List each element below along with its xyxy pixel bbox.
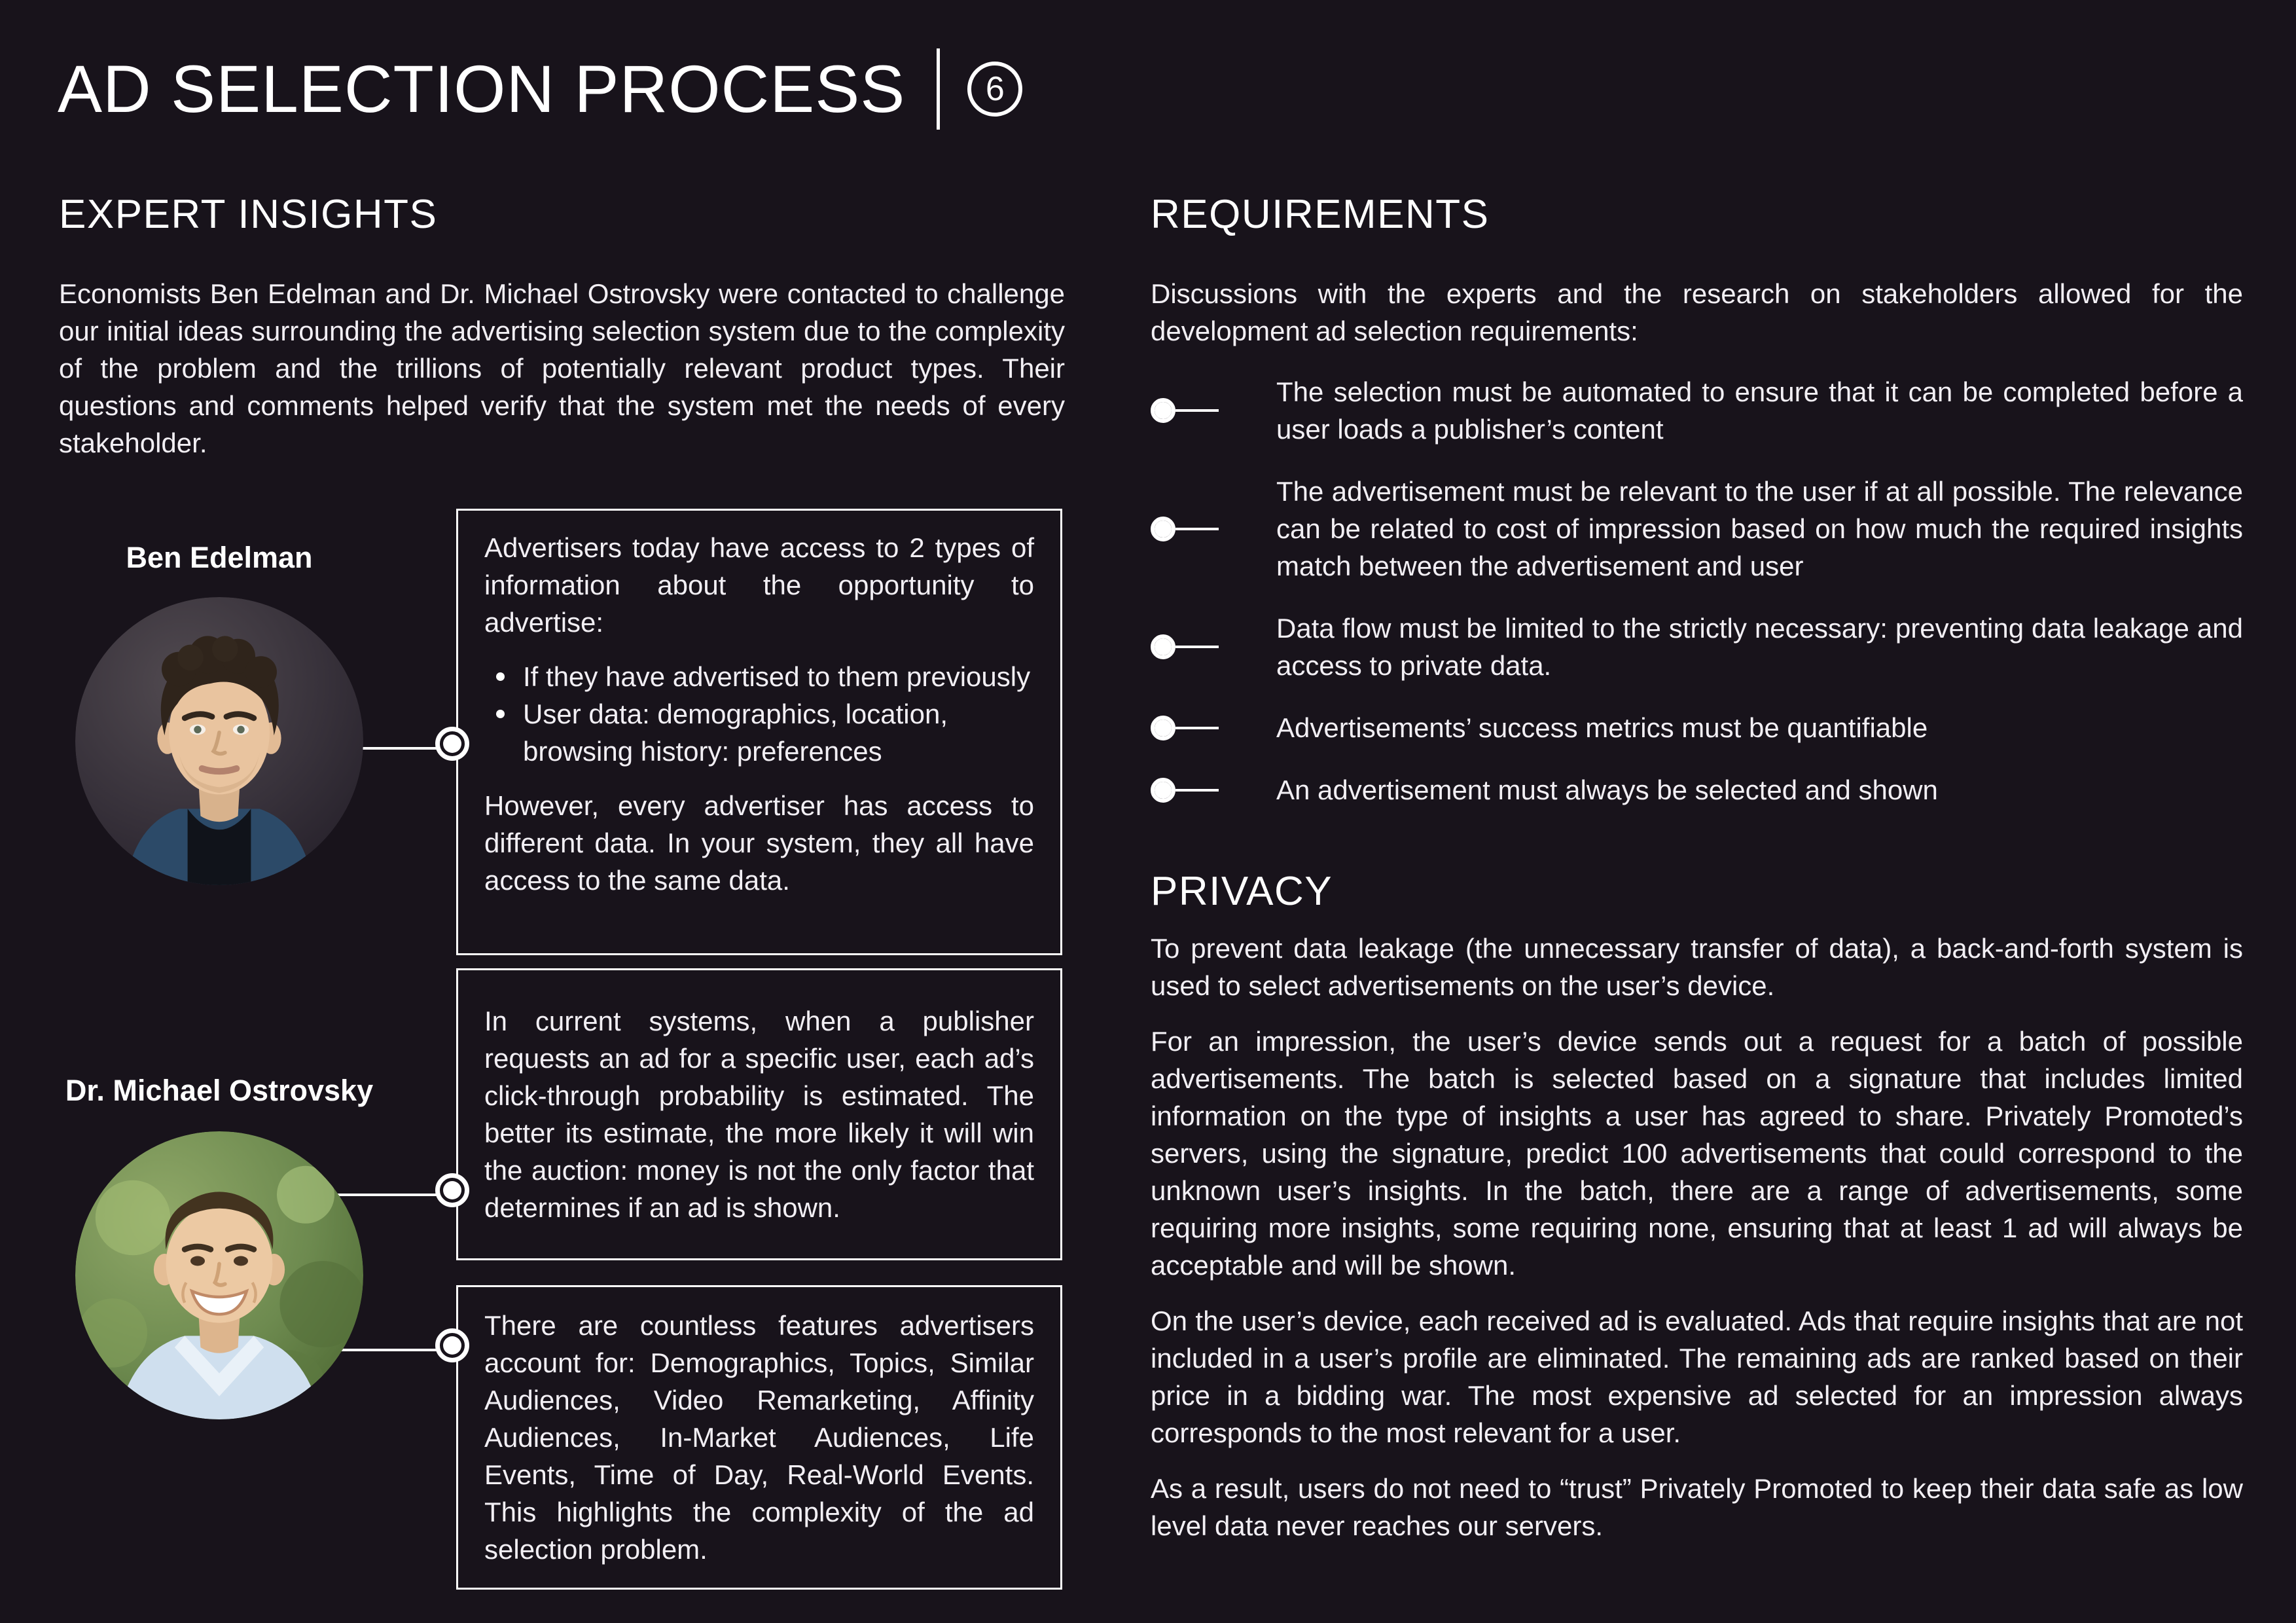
requirement-node-icon [1151, 398, 1276, 423]
requirement-text: Data flow must be limited to the strictly necessary: preventing data leakage and access to private data. [1276, 613, 2243, 681]
requirements-list [1151, 373, 2243, 833]
privacy-heading: PRIVACY [1151, 869, 1333, 914]
callout-intro: Advertisers today have access to 2 types of information about the opportunity to advertise: [484, 532, 1034, 638]
page-title: AD SELECTION PROCESS [58, 51, 906, 126]
callout-box-click-through [456, 968, 1062, 1260]
ring-icon [1151, 398, 1175, 423]
expert-name-ben-edelman: Ben Edelman [126, 541, 313, 574]
requirements-heading: REQUIREMENTS [1151, 192, 1490, 237]
expert-insights-heading: EXPERT INSIGHTS [59, 192, 438, 237]
requirement-node-icon [1151, 778, 1276, 803]
callout-text: There are countless features advertisers account for: Demographics, Topics, Similar Audiences, Video Remarketing, Affinity Audiences, In-Market Audiences, Life Events, Time of Day, Real-World Events. This highlights the complexity of the ad selection problem. [484, 1310, 1034, 1565]
list-item-text: If they have advertised to them previously [523, 661, 1031, 692]
michael-ostrovsky-photo [75, 1131, 363, 1419]
connector-node-icon [435, 727, 469, 761]
requirement-node-icon [1151, 716, 1276, 740]
privacy-paragraph: On the user’s device, each received ad is evaluated. Ads that require insights that are not included in a user’s profile are eliminated. The remaining ads are ranked based on their price in a bidding war. The most expensive ad selected for an impression always corresponds to the most relevant for a user. [1151, 1305, 2243, 1448]
list-item [491, 658, 1034, 695]
requirement-item [1151, 373, 2243, 448]
connector-node-icon [435, 1173, 469, 1207]
ring-icon [1151, 634, 1175, 659]
callout-box-advertiser-data [456, 509, 1062, 955]
connector-line [1175, 727, 1219, 729]
requirement-node-icon [1151, 517, 1276, 541]
list-item-text: User data: demographics, location, browsing history: preferences [523, 699, 948, 767]
ring-icon [1151, 517, 1175, 541]
privacy-paragraph: As a result, users do not need to “trust” Privately Promoted to keep their data safe as low level data never reaches our servers. [1151, 1473, 2243, 1541]
callout-outro: However, every advertiser has access to different data. In your system, they all have access to the same data. [484, 790, 1034, 896]
bullet-icon [496, 672, 505, 681]
connector-line [1175, 528, 1219, 530]
list-item [491, 695, 1034, 770]
page-number: 6 [985, 70, 1005, 108]
callout-bullet-list [491, 658, 1034, 770]
ring-icon [1151, 778, 1175, 803]
expert-name-michael-ostrovsky: Dr. Michael Ostrovsky [65, 1074, 374, 1107]
privacy-paragraph: For an impression, the user’s device sends out a request for a batch of possible advertisements. The batch is selected based on a signature that includes limited information on the type of insights a user has agreed to share. Privately Promoted’s servers, using the signature, predict 100 advertisements that could correspond to the unknown user’s insights. In the batch, there are a range of advertisements, some requiring more insights, some requiring none, ensuring that at least 1 ad will always be acceptable and will be shown. [1151, 1026, 2243, 1281]
michael-ostrovsky-portrait-illustration [75, 1131, 363, 1419]
callout-box-countless-features [456, 1285, 1062, 1590]
ben-edelman-photo [75, 597, 363, 885]
requirement-item [1151, 473, 2243, 585]
title-separator [937, 48, 940, 130]
connector-node-icon [435, 1328, 469, 1362]
requirement-text: Advertisements’ success metrics must be quantifiable [1276, 712, 1928, 743]
requirement-text: The advertisement must be relevant to the user if at all possible. The relevance can be related to cost of impression based on how much the required insights match between the advertisement and user [1276, 476, 2243, 581]
ring-icon [1151, 716, 1175, 740]
requirement-item [1151, 709, 2243, 746]
connector-line [1175, 789, 1219, 792]
privacy-paragraph: To prevent data leakage (the unnecessary transfer of data), a back-and-forth system is used to select advertisements on the user’s device. [1151, 933, 2243, 1001]
requirement-text: The selection must be automated to ensure that it can be completed before a user loads a publisher’s content [1276, 376, 2243, 445]
page-number-badge [967, 62, 1022, 117]
requirement-node-icon [1151, 634, 1276, 659]
requirement-item [1151, 610, 2243, 684]
expert-insights-intro: Economists Ben Edelman and Dr. Michael Ostrovsky were contacted to challenge our initial ideas surrounding the advertising selection system due to the complexity of the problem and the trillions of potentially relevant product types. Their questions and comments helped verify that the system met the needs of every stakeholder. [59, 278, 1065, 458]
requirement-item [1151, 771, 2243, 809]
page-header [58, 48, 1022, 130]
connector-line [1175, 646, 1219, 648]
callout-text: In current systems, when a publisher requests an ad for a specific user, each ad’s click-through probability is estimated. The better its estimate, the more likely it will win the auction: money is not the only factor that determines if an ad is shown. [484, 1006, 1034, 1223]
requirements-intro: Discussions with the experts and the research on stakeholders allowed for the development ad selection requirements: [1151, 278, 2243, 346]
privacy-paragraphs [1151, 930, 2243, 1563]
bullet-icon [496, 710, 505, 718]
connector-line [1175, 409, 1219, 412]
requirement-text: An advertisement must always be selected and shown [1276, 775, 1938, 805]
ben-edelman-portrait-illustration [75, 597, 363, 885]
